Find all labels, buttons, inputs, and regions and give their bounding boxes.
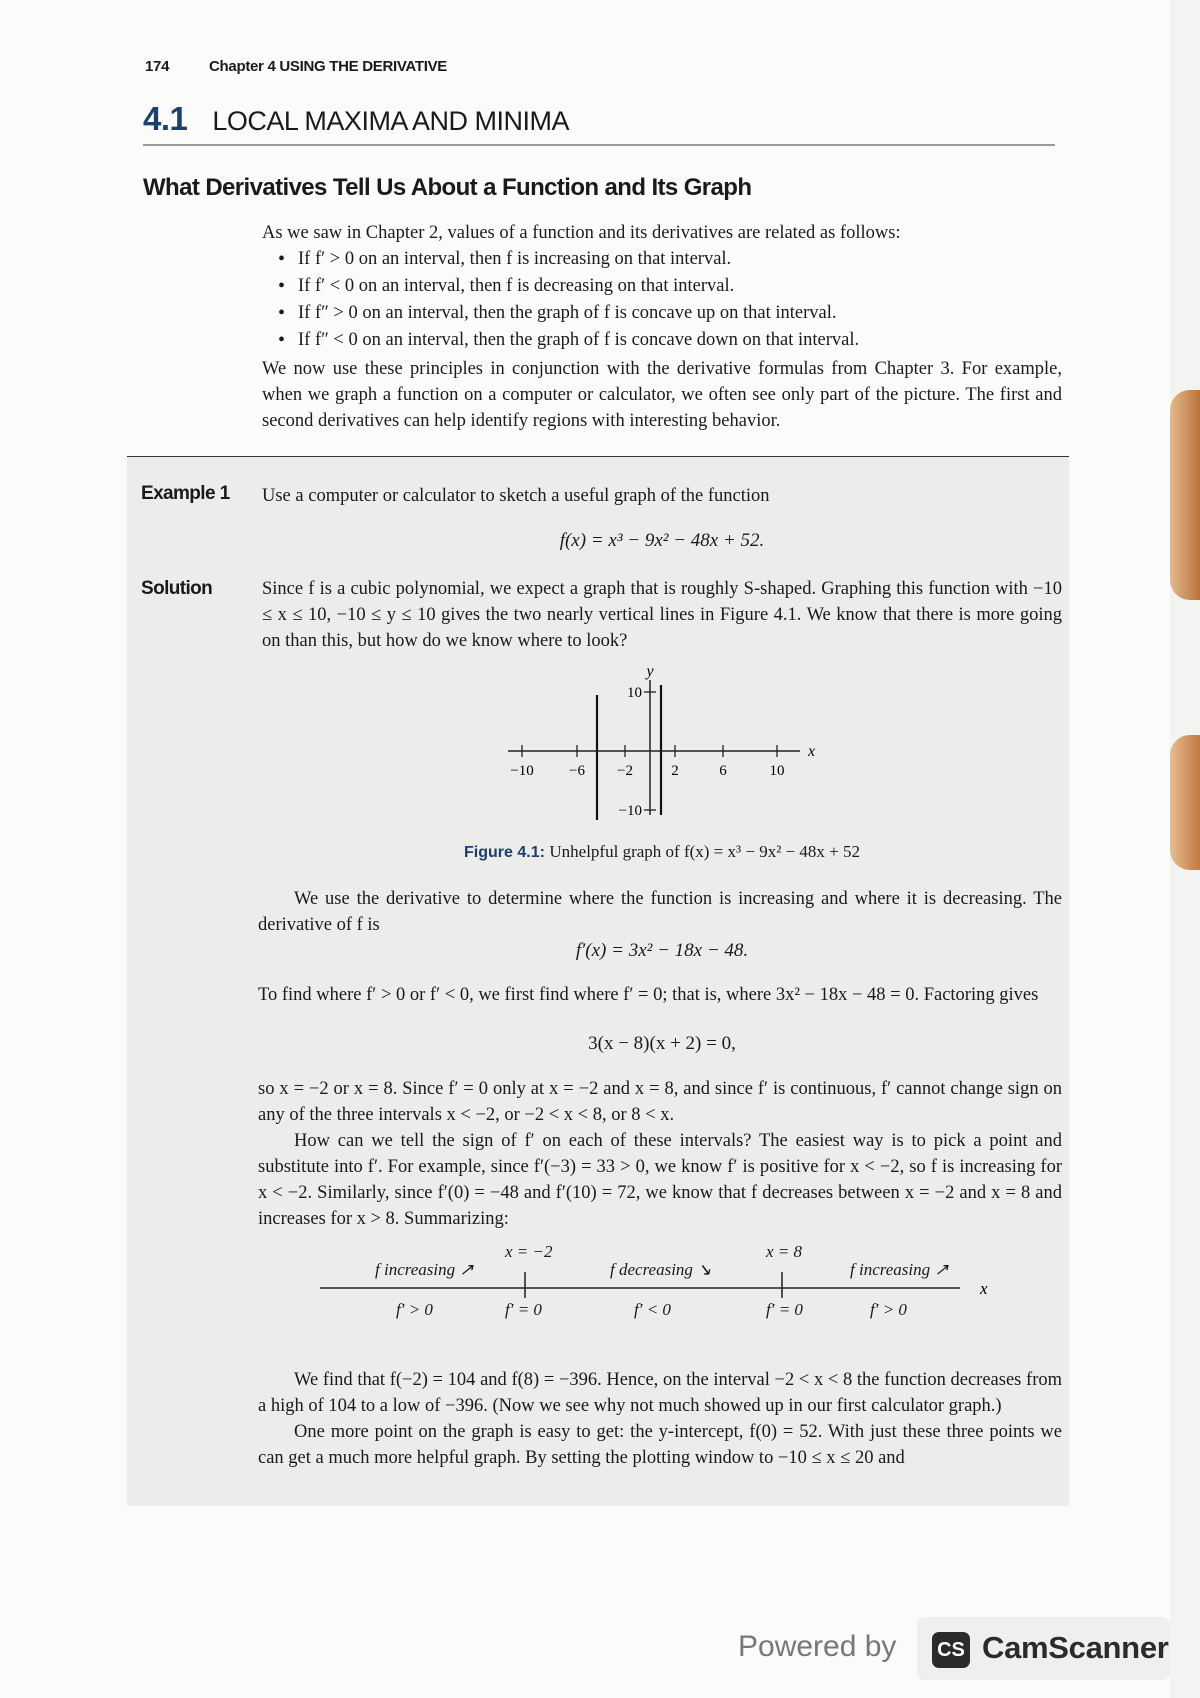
x-tick-label: 6 — [719, 763, 727, 779]
section-title — [143, 100, 569, 138]
interval-behavior: f decreasing ↘ — [610, 1260, 712, 1279]
x-tick-label: 10 — [769, 763, 785, 779]
derivative-sign: f′ < 0 — [634, 1300, 671, 1319]
paragraph: One more point on the graph is easy to get: the y-intercept, f(0) = 52. With just these three points we can get a much more helpful graph. By setting the plotting window to −10 ≤ x ≤ 20 and — [258, 1422, 1062, 1468]
section-divider — [143, 144, 1055, 146]
chapter-title: Chapter 4 USING THE DERIVATIVE — [209, 58, 447, 75]
intro-lead: As we saw in Chapter 2, values of a function and its derivatives are related as follows: — [262, 223, 901, 243]
x-tick-label: 2 — [671, 763, 679, 779]
example-equation: f(x) = x³ − 9x² − 48x + 52. — [559, 530, 765, 551]
paragraph: How can we tell the sign of f′ on each of these intervals? The easiest way is to pick a point and substitute into f′. For example, since f′(−3) = 33 > 0, we know f′ is positive for x < −2, so f is increasing for x < −2. Similarly, since f′(0) = −48 and f′(10) = 72, we know that f decreases between x = −2 and x = 8 and increases for x > 8. Summarizing: — [258, 1131, 1062, 1229]
x-tick-label: −6 — [569, 763, 585, 779]
intro-block — [262, 220, 1062, 434]
derivative-equation: f′(x) = 3x² − 18x − 48. — [575, 940, 749, 961]
paragraph-block — [258, 1076, 1062, 1232]
x-axis-label: x — [808, 743, 816, 760]
derivative-sign: f′ > 0 — [870, 1300, 907, 1319]
figure-caption-text: Unhelpful graph of f(x) = x³ − 9x² − 48x + 52 — [549, 842, 860, 861]
example-text: Use a computer or calculator to sketch a useful graph of the function — [262, 486, 770, 506]
solution-text: Since f is a cubic polynomial, we expect a graph that is roughly S-shaped. Graphing this function with −10 ≤ x ≤ 10, −10 ≤ y ≤ 10 gives the two nearly vertical lines in Figure 4.1. We know that there is more going on than this, but how do we know where to look? — [262, 579, 1062, 651]
watermark-name: CamScanner — [982, 1630, 1169, 1665]
marker-label: x = 8 — [766, 1242, 803, 1261]
figure-caption — [262, 842, 1062, 862]
sign-chart-axis-label: x — [980, 1279, 988, 1298]
factored-equation: 3(x − 8)(x + 2) = 0, — [588, 1033, 736, 1054]
rules-list — [262, 246, 1062, 354]
interval-behavior: f increasing ↗ — [375, 1260, 474, 1279]
section-name: LOCAL MAXIMA AND MINIMA — [212, 106, 569, 136]
derivative-sign: f′ = 0 — [766, 1300, 803, 1319]
list-item: • If f′ > 0 on an interval, then f is increasing on that interval. — [262, 246, 1062, 273]
paragraph-block — [258, 1367, 1062, 1471]
x-tick-label: −10 — [510, 763, 534, 779]
x-tick-label: −2 — [617, 763, 633, 779]
list-item: • If f″ < 0 on an interval, then the graph of f is concave down on that interval. — [262, 327, 1062, 354]
watermark-powered: Powered by — [738, 1630, 897, 1663]
finger-shadow — [1170, 735, 1200, 870]
list-item: • If f″ > 0 on an interval, then the graph of f is concave up on that interval. — [262, 300, 1062, 327]
derivative-sign: f′ = 0 — [505, 1300, 542, 1319]
paragraph: so x = −2 or x = 8. Since f′ = 0 only at x = −2 and x = 8, and since f′ is continuous, f′ cannot change sign on any of the three intervals x < −2, or −2 < x < 8, or 8 < x. — [258, 1079, 1062, 1125]
y-tick-label: 10 — [627, 685, 642, 701]
paragraph: To find where f′ > 0 or f′ < 0, we first find where f′ = 0; that is, where 3x² − 18x − 48 = 0. Factoring gives — [258, 985, 1039, 1005]
subheading: What Derivatives Tell Us About a Function and Its Graph — [143, 174, 752, 201]
interval-behavior: f increasing ↗ — [850, 1260, 949, 1279]
section-number: 4.1 — [143, 100, 188, 137]
paragraph: We use the derivative to determine where the function is increasing and where it is decreasing. The derivative of f is — [258, 889, 1062, 935]
marker-label: x = −2 — [505, 1242, 553, 1261]
derivative-sign: f′ > 0 — [396, 1300, 433, 1319]
page-number: 174 — [145, 58, 170, 75]
running-header — [145, 58, 447, 75]
paragraph: We find that f(−2) = 104 and f(8) = −396. Hence, on the interval −2 < x < 8 the function decreases from a high of 104 to a low of −396. (Now we see why not much showed up in our first calculator graph.) — [258, 1370, 1062, 1416]
example-divider — [127, 456, 1069, 457]
y-tick-label: −10 — [618, 803, 642, 819]
list-item: • If f′ < 0 on an interval, then f is decreasing on that interval. — [262, 273, 1062, 300]
finger-shadow — [1170, 390, 1200, 600]
camscanner-logo-icon: CS — [932, 1632, 970, 1668]
figure-caption-label: Figure 4.1: — [464, 844, 545, 861]
solution-label: Solution — [141, 578, 213, 599]
y-axis-label: y — [646, 665, 654, 680]
intro-closing: We now use these principles in conjunction with the derivative formulas from Chapter 3. For example, when we graph a function on a computer or calculator, we often see only part of the picture. The first and second derivatives can help identify regions with interesting behavior. — [262, 359, 1062, 431]
figure-4-1-graph — [500, 665, 830, 825]
example-label: Example 1 — [141, 483, 230, 504]
